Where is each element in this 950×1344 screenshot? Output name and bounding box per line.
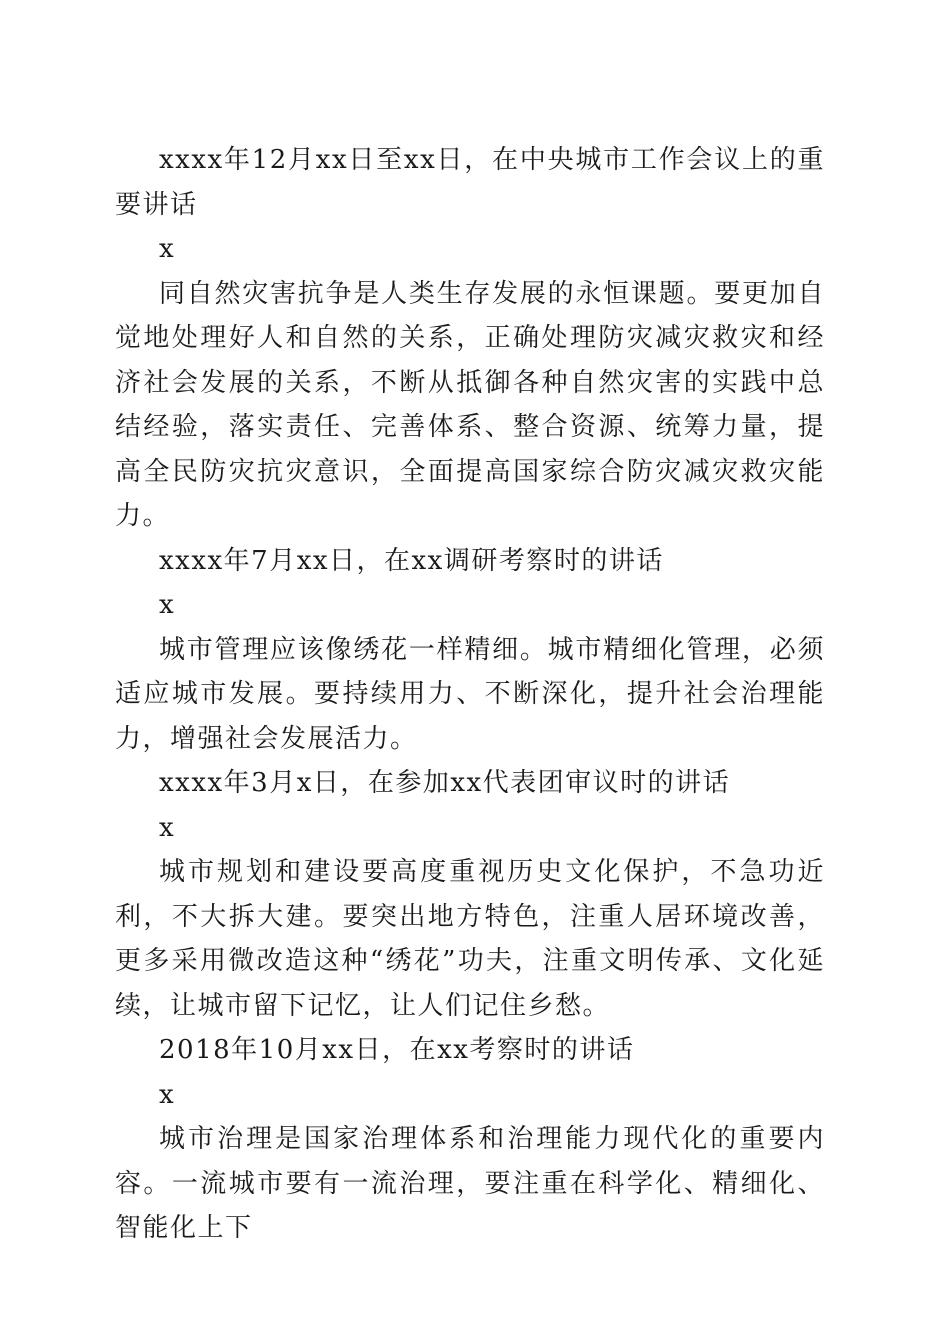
paragraph-quote: 城市治理是国家治理体系和治理能力现代化的重要内容。一流城市要有一流治理，要注重在科学化、精细化、智能化上下 (115, 1124, 825, 1243)
paragraph-quote: 城市管理应该像绣花一样精细。城市精细化管理，必须适应城市发展。要持续用力、不断深化，提升社会治理能力，增强社会发展活力。 (115, 634, 825, 754)
paragraph-date-heading: xxxx年3月x日，在参加xx代表团审议时的讲话 (159, 768, 731, 798)
paragraph-quote: 同自然灾害抗争是人类生存发展的永恒课题。要更加自觉地处理好人和自然的关系，正确处理防灾减灾救灾和经济社会发展的关系，不断从抵御各种自然灾害的实践中总结经验，落实责任、完善体系、整合资源、统筹力量，提高全民防灾抗灾意识，全面提高国家综合防灾减灾救灾能力。 (115, 278, 825, 531)
paragraph-quote: 城市规划和建设要高度重视历史文化保护，不急功近利，不大拆大建。要突出地方特色，注重人居环境改善，更多采用微改造这种“绣花”功夫，注重文明传承、文化延续，让城市留下记忆，让人们记住乡愁。 (115, 857, 825, 1021)
paragraph-marker: x (159, 234, 176, 264)
paragraph-marker: x (159, 812, 176, 843)
paragraph-date-heading: 2018年10月xx日，在xx考察时的讲话 (159, 1035, 635, 1065)
paragraph-date-heading: xxxx年7月xx日，在xx调研考察时的讲话 (159, 545, 664, 576)
paragraph-marker: x (159, 590, 176, 620)
document-body (115, 138, 825, 1251)
paragraph-date-heading: xxxx年12月xx日至xx日，在中央城市工作会议上的重要讲话 (115, 145, 825, 220)
paragraph-marker: x (159, 1079, 176, 1110)
